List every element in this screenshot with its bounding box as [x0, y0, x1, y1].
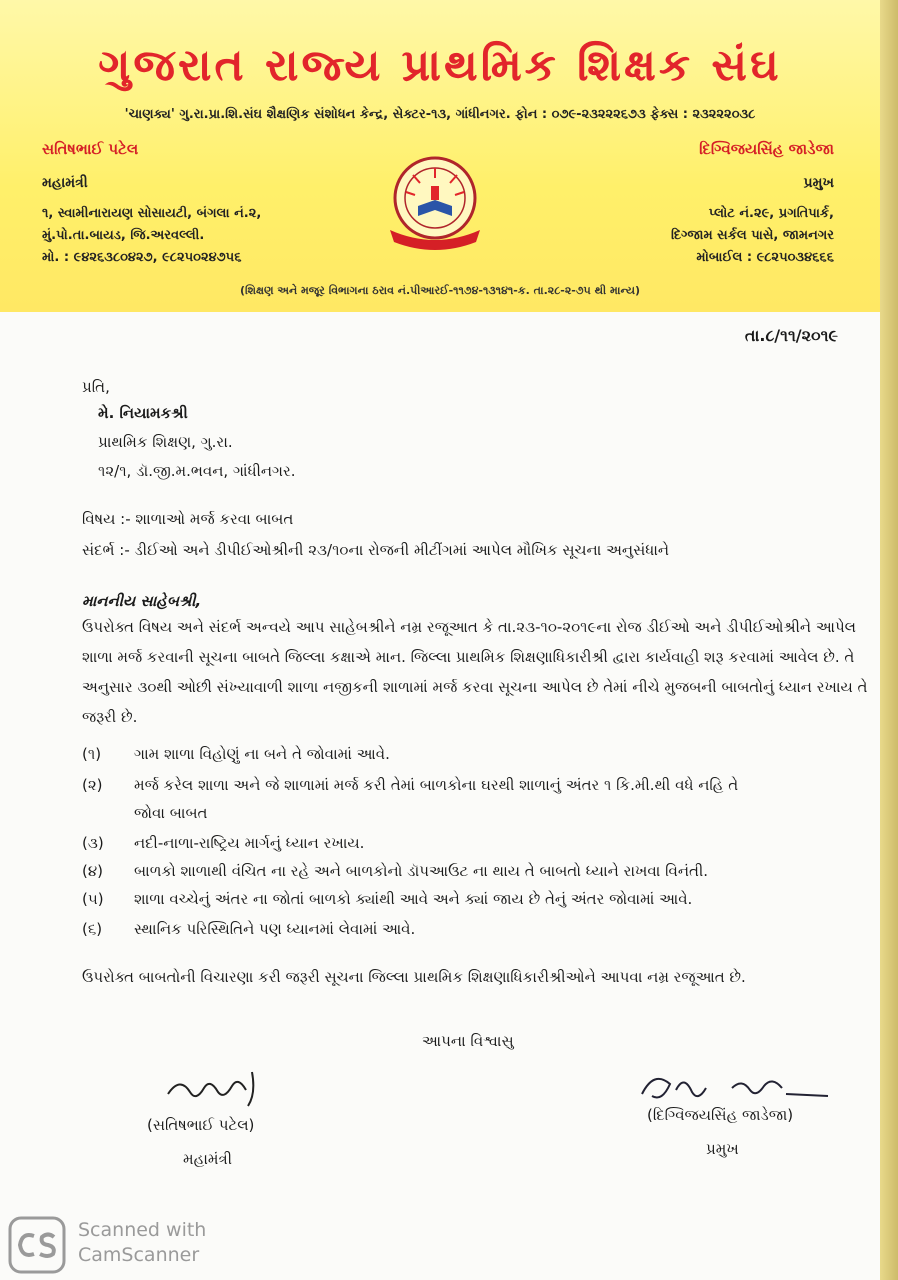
- to-dept: પ્રાથમિક શિક્ષણ, ગુ.રા.: [98, 433, 233, 451]
- right-name: દિગ્વિજયસિંહ જાડેજા: [699, 140, 834, 158]
- to-address: ૧૨/૧, ડૉ.જી.મ.ભવન, ગાંધીનગર.: [98, 462, 296, 480]
- list-text: ગામ શાળા વિહોણું ના બને તે જોવામાં આવે.: [134, 745, 390, 763]
- list-text: સ્થાનિક પરિસ્થિતિને પણ ધ્યાનમાં લેવામાં આવે.: [134, 920, 416, 938]
- camscanner-logo-icon: [8, 1216, 66, 1274]
- list-number: (૩): [82, 834, 104, 852]
- left-signature-icon: [160, 1064, 280, 1114]
- left-addr2: મું.પો.તા.બાયડ, જિ.અરવલ્લી.: [42, 228, 205, 243]
- to-name: મે. નિયામકશ્રી: [98, 404, 188, 422]
- watermark-line1: Scanned with: [78, 1219, 207, 1241]
- letter-date: તા.૮/૧૧/૨૦૧૯: [744, 326, 838, 345]
- left-name: સતિષભાઈ પટેલ: [42, 140, 139, 158]
- right-title: પ્રમુખ: [803, 175, 834, 191]
- right-phone: મોબાઈલ : ૯૮૨૫૦૩૪૬૬૬: [696, 250, 834, 265]
- yours-faithfully: આપના વિશ્વાસુ: [422, 1032, 514, 1050]
- right-signatory-name: (દિગ્વિજયસિંહ જાડેજા): [647, 1106, 794, 1124]
- list-text: બાળકો શાળાથી વંચિત ના રહે અને બાળકોનો ડૉપઆઉટ ના થાય તે બાબતો ધ્યાને રાખવા વિનંતી.: [134, 862, 709, 880]
- left-signatory-name: (સતિષભાઈ પટેલ): [147, 1116, 255, 1134]
- list-item: [82, 834, 364, 852]
- list-item: [82, 862, 708, 880]
- list-item-continuation: જોવા બાબત: [134, 804, 208, 822]
- list-number: (૪): [82, 862, 104, 880]
- right-addr2: દિગ્જામ સર્કલ પાસે, જામનગર: [670, 228, 834, 243]
- salutation: માનનીય સાહેબશ્રી,: [82, 592, 202, 610]
- list-item: [82, 890, 692, 908]
- letterhead: [0, 0, 880, 312]
- list-text: મર્જ કરેલ શાળા અને જે શાળામાં મર્જ કરી તેમાં બાળકોના ઘરથી શાળાનું અંતર ૧ કિ.મી.થી વધે નહિ તે: [134, 776, 739, 794]
- list-number: (૬): [82, 920, 103, 938]
- emblem-logo: [370, 150, 500, 260]
- list-number: (૨): [82, 776, 103, 794]
- right-signatory-title: પ્રમુખ: [706, 1140, 739, 1158]
- closing-paragraph: ઉપરોક્ત બાબતોની વિચારણા કરી જરૂરી સૂચના જિલ્લા પ્રાથમિક શિક્ષણાધિકારીશ્રીઓને આપવા નમ્ર રજૂઆત છે.: [82, 968, 746, 986]
- list-text: શાળા વચ્ચેનું અંતર ના જોતાં બાળકો ક્યાંથી આવે અને ક્યાં જાય છે તેનું અંતર જોવામાં આવે.: [134, 890, 693, 908]
- subject-line: વિષય :- શાળાઓ મર્જ કરવા બાબત: [82, 510, 294, 528]
- right-addr1: પ્લોટ નં.૨૯, પ્રગતિપાર્ક,: [708, 206, 834, 221]
- left-title: મહામંત્રી: [42, 175, 88, 191]
- list-item: [82, 776, 738, 794]
- list-item: [82, 745, 390, 763]
- list-text: નદી-નાળા-રાષ્ટ્રિય માર્ગનું ધ્યાન રખાય.: [134, 834, 365, 852]
- list-number: (૫): [82, 890, 104, 908]
- to-label: પ્રતિ,: [82, 378, 110, 396]
- list-number: (૧): [82, 745, 102, 763]
- body-paragraph: ઉપરોક્ત વિષય અને સંદર્ભ અન્વયે આપ સાહેબશ્રીને નમ્ર રજૂઆત કે તા.૨૩-૧૦-૨૦૧૯ના રોજ ડીઈઓ અને ડીપીઈઓશ્રીને આપેલ શાળા મર્જ કરવાની સૂચના બાબતે જિલ્લા કક્ષાએ માન. જિલ્લા પ્રાથમિક શિક્ષણાધિકારીશ્રી દ્વારા કાર્યવાહી શરૂ કરવામાં આવેલ છે. તે અનુસાર ૩૦થી ઓછી સંખ્યાવાળી શાળા નજીકની શાળામાં મર્જ કરવા સૂચના આપેલ છે તેમાં નીચે મુજબની બાબતોનું ધ્યાન રખાય તે જરૂરી છે.: [82, 618, 868, 726]
- contact-line: 'ચાણક્ય' ગુ.રા.પ્રા.શિ.સંઘ શૈક્ષણિક સંશોધન કેન્દ્ર, સેક્ટર-૧૩, ગાંધીનગર. ફોન : ૦૭૯-૨૩૨૨૨૬૭૩ ફેક્સ : ૨૩૨૨૨૦૩૮: [124, 107, 756, 122]
- watermark-line2: CamScanner: [78, 1244, 200, 1266]
- reference-line: સંદર્ભ :- ડીઈઓ અને ડીપીઈઓશ્રીની ૨૩/૧૦ના રોજની મીટીંગમાં આપેલ મૌખિક સૂચના અનુસંધાને: [82, 541, 670, 559]
- left-addr1: ૧, સ્વામીનારાયણ સોસાયટી, બંગલા નં.૨,: [42, 206, 262, 221]
- page-edge: [880, 0, 898, 1280]
- org-name: ગુજરાત રાજ્ય પ્રાથમિક શિક્ષક સંઘ: [98, 40, 782, 91]
- approval-footnote: (શિક્ષણ અને મજૂર વિભાગના ઠરાવ નં.પીઆરઈ-૧૧૭૪-૧૩૧૪૧-ક. તા.૨૮-૨-૭૫ થી માન્ય): [239, 284, 640, 297]
- left-phone: મો. : ૯૪૨૬૩૮૦૪૨૭, ૯૮૨૫૦૨૪૭૫૬: [42, 250, 242, 265]
- left-signatory-title: મહામંત્રી: [183, 1150, 233, 1168]
- camscanner-watermark: [78, 1218, 206, 1268]
- list-item: [82, 920, 415, 938]
